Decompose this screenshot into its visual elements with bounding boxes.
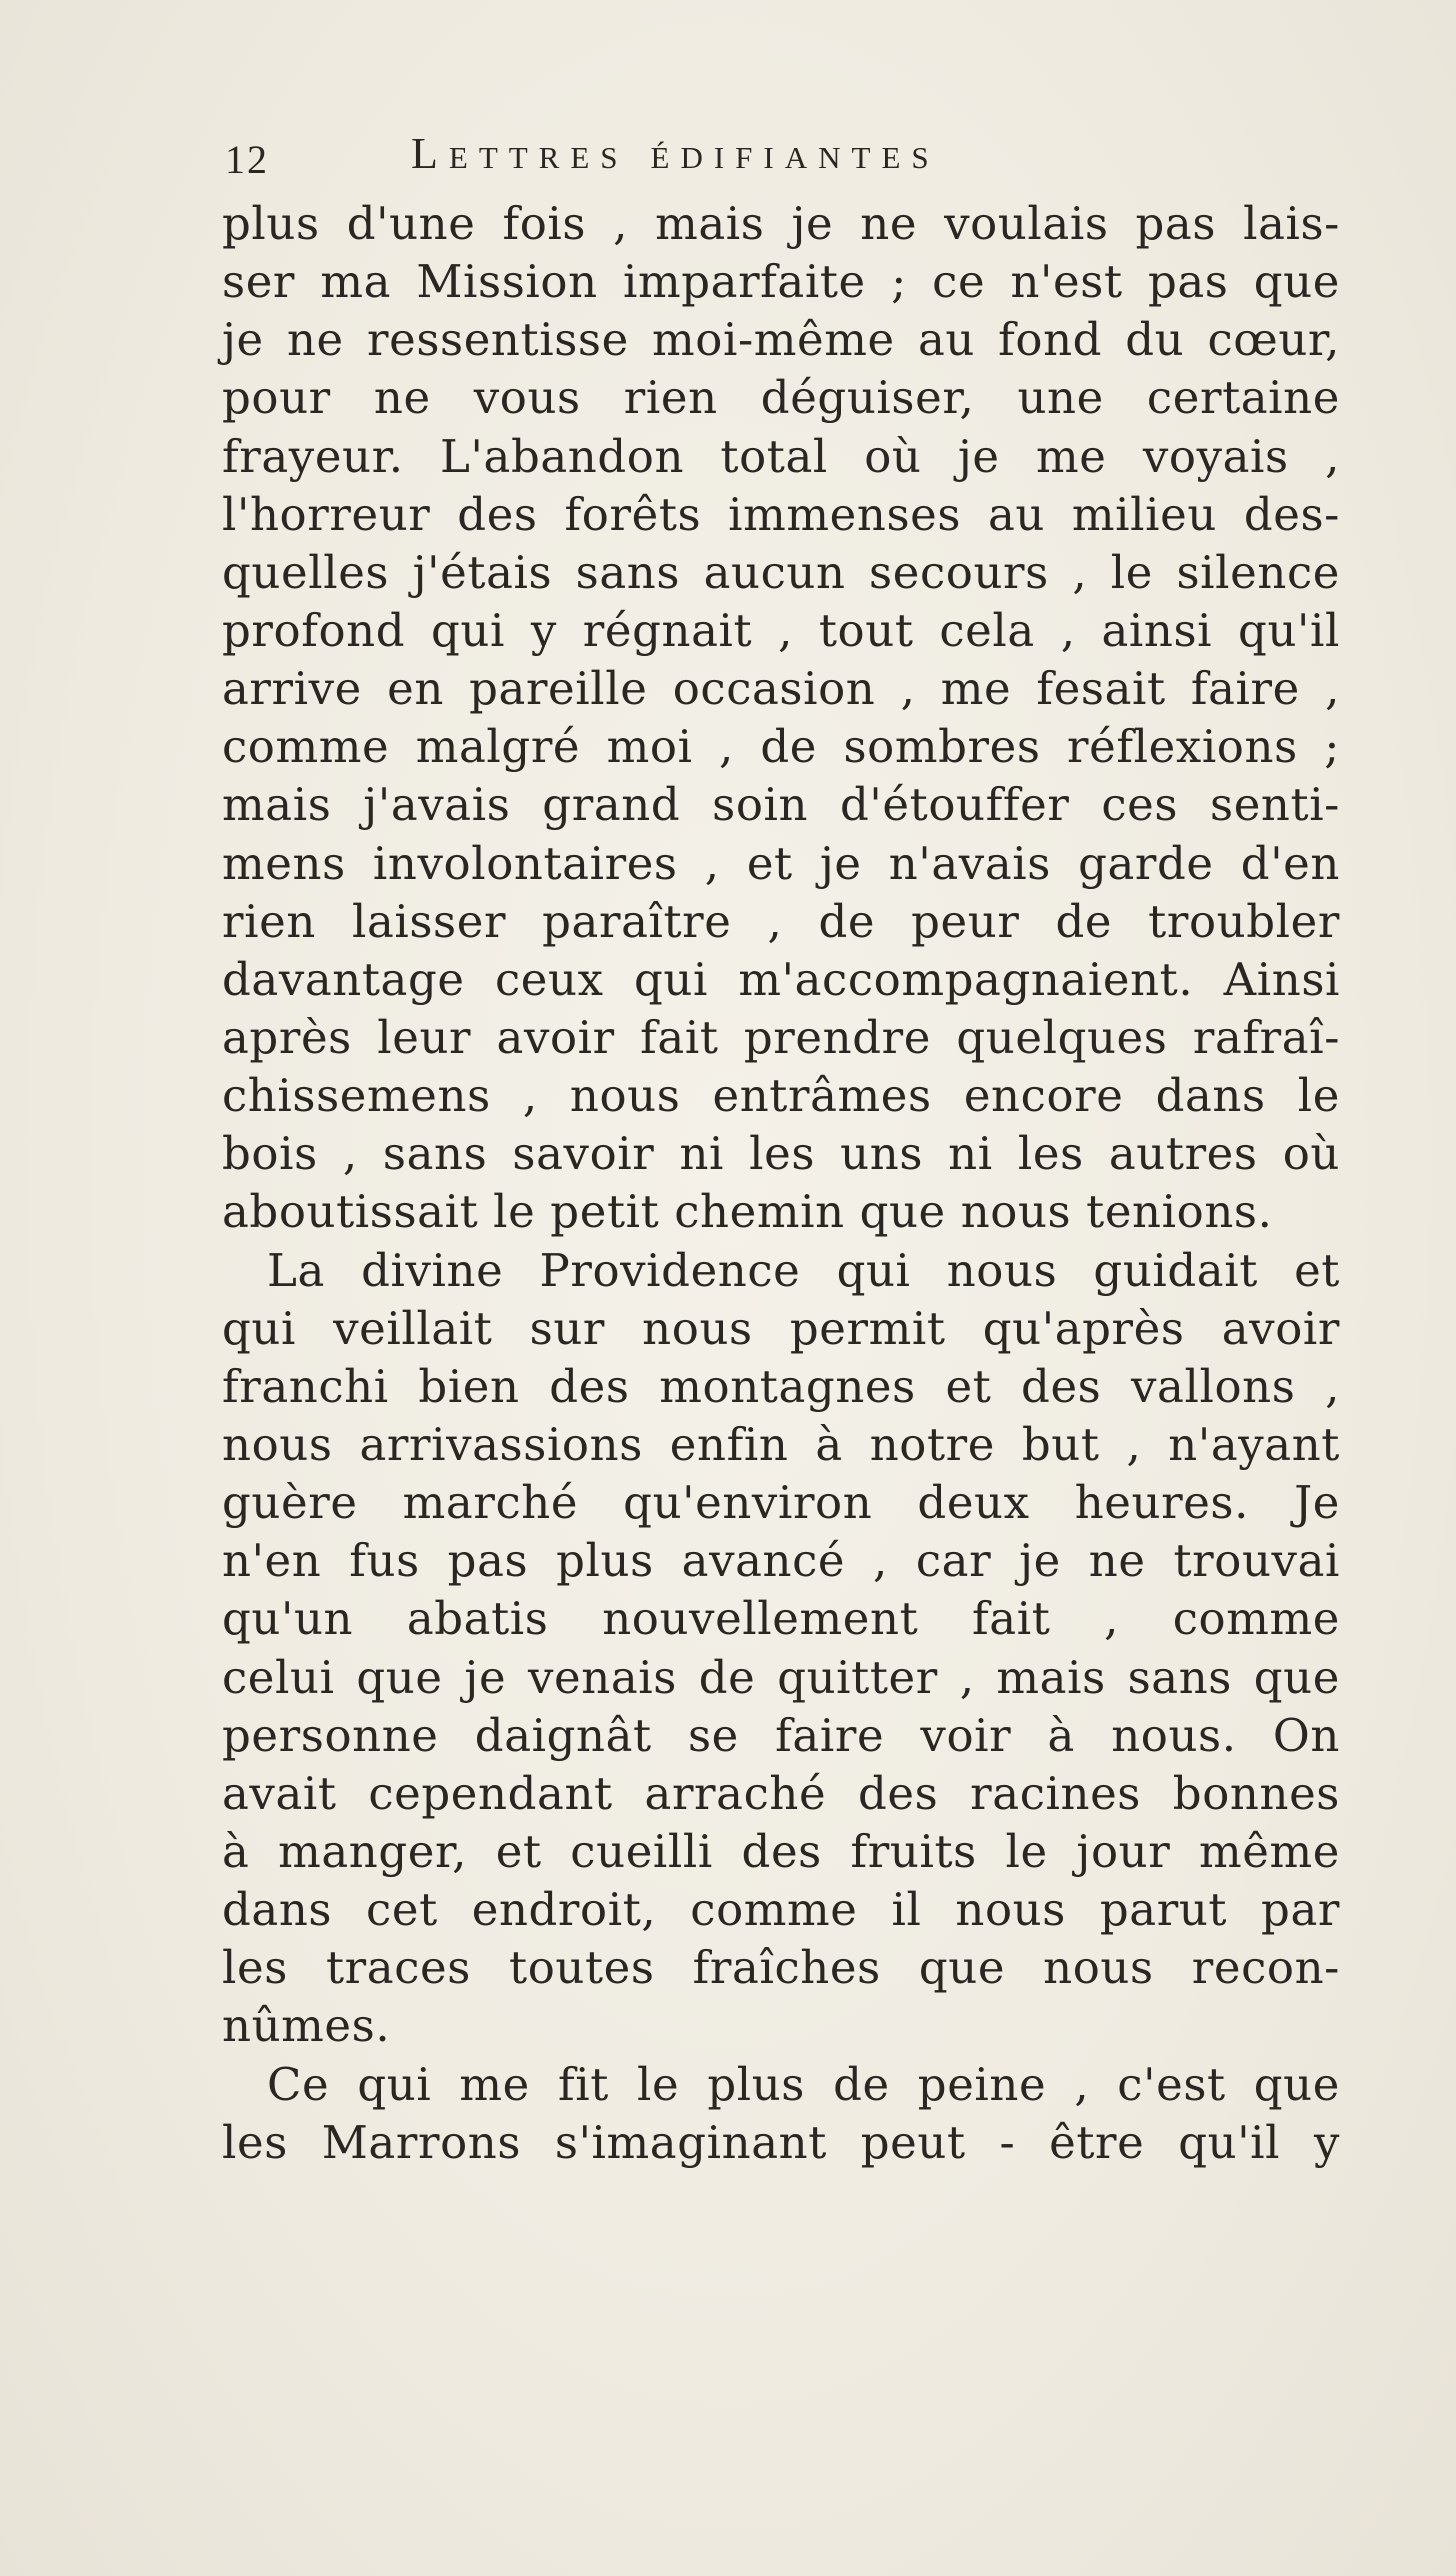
text-line: rien laisser paraître , de peur de troubler [222, 894, 1340, 948]
text-line: personne daignât se faire voir à nous. On [222, 1708, 1340, 1762]
text-line: bois , sans savoir ni les uns ni les autres où [222, 1127, 1340, 1181]
text-line: nûmes. [222, 1999, 391, 2053]
text-line: profond qui y régnait , tout cela , ainsi qu'il [222, 603, 1340, 657]
page-number: 12 [225, 137, 269, 182]
text-line: les Marrons s'imaginant peut - être qu'il y [222, 2115, 1340, 2169]
text-line: qu'un abatis nouvellement fait , comme [222, 1592, 1340, 1646]
text-line: arrive en pareille occasion , me fesait faire , [222, 662, 1340, 716]
text-line: dans cet endroit, comme il nous parut par [222, 1883, 1340, 1937]
text-line: avait cependant arraché des racines bonnes [222, 1766, 1340, 1820]
text-line: mais j'avais grand soin d'étouffer ces senti- [222, 778, 1340, 832]
text-line: quelles j'étais sans aucun secours , le silence [222, 545, 1340, 599]
body-text [222, 195, 1340, 2445]
text-line: ser ma Mission imparfaite ; ce n'est pas que [222, 255, 1340, 309]
page-header [225, 128, 1325, 188]
text-line: celui que je venais de quitter , mais sans que [222, 1650, 1340, 1704]
text-line: je ne ressentisse moi-même au fond du cœur, [222, 313, 1340, 367]
text-line: pour ne vous rien déguiser, une certaine [222, 371, 1340, 425]
text-line: La divine Providence qui nous guidait et [267, 1243, 1340, 1297]
text-line: comme malgré moi , de sombres réflexions ; [222, 720, 1340, 774]
running-title: Lettres édifiantes [411, 129, 940, 178]
text-line: qui veillait sur nous permit qu'après avoir [222, 1301, 1340, 1355]
text-line: franchi bien des montagnes et des vallons , [222, 1359, 1340, 1413]
text-line: guère marché qu'environ deux heures. Je [222, 1476, 1340, 1530]
text-line: mens involontaires , et je n'avais garde d'en [222, 836, 1340, 890]
text-line: après leur avoir fait prendre quelques rafraî- [222, 1010, 1340, 1064]
text-line: Ce qui me fit le plus de peine , c'est que [267, 2057, 1340, 2111]
text-line: nous arrivassions enfin à notre but , n'ayant [222, 1417, 1340, 1471]
text-line: davantage ceux qui m'accompagnaient. Ainsi [222, 952, 1340, 1006]
text-line: à manger, et cueilli des fruits le jour même [222, 1824, 1340, 1878]
text-line: aboutissait le petit chemin que nous tenions. [222, 1185, 1273, 1239]
text-line: les traces toutes fraîches que nous recon- [222, 1941, 1340, 1995]
text-line: n'en fus pas plus avancé , car je ne trouvai [222, 1534, 1340, 1588]
text-line: l'horreur des forêts immenses au milieu des- [222, 487, 1340, 541]
text-line: frayeur. L'abandon total où je me voyais , [222, 429, 1340, 483]
text-line: chissemens , nous entrâmes encore dans le [222, 1069, 1340, 1123]
text-line: plus d'une fois , mais je ne voulais pas lais- [222, 197, 1340, 250]
